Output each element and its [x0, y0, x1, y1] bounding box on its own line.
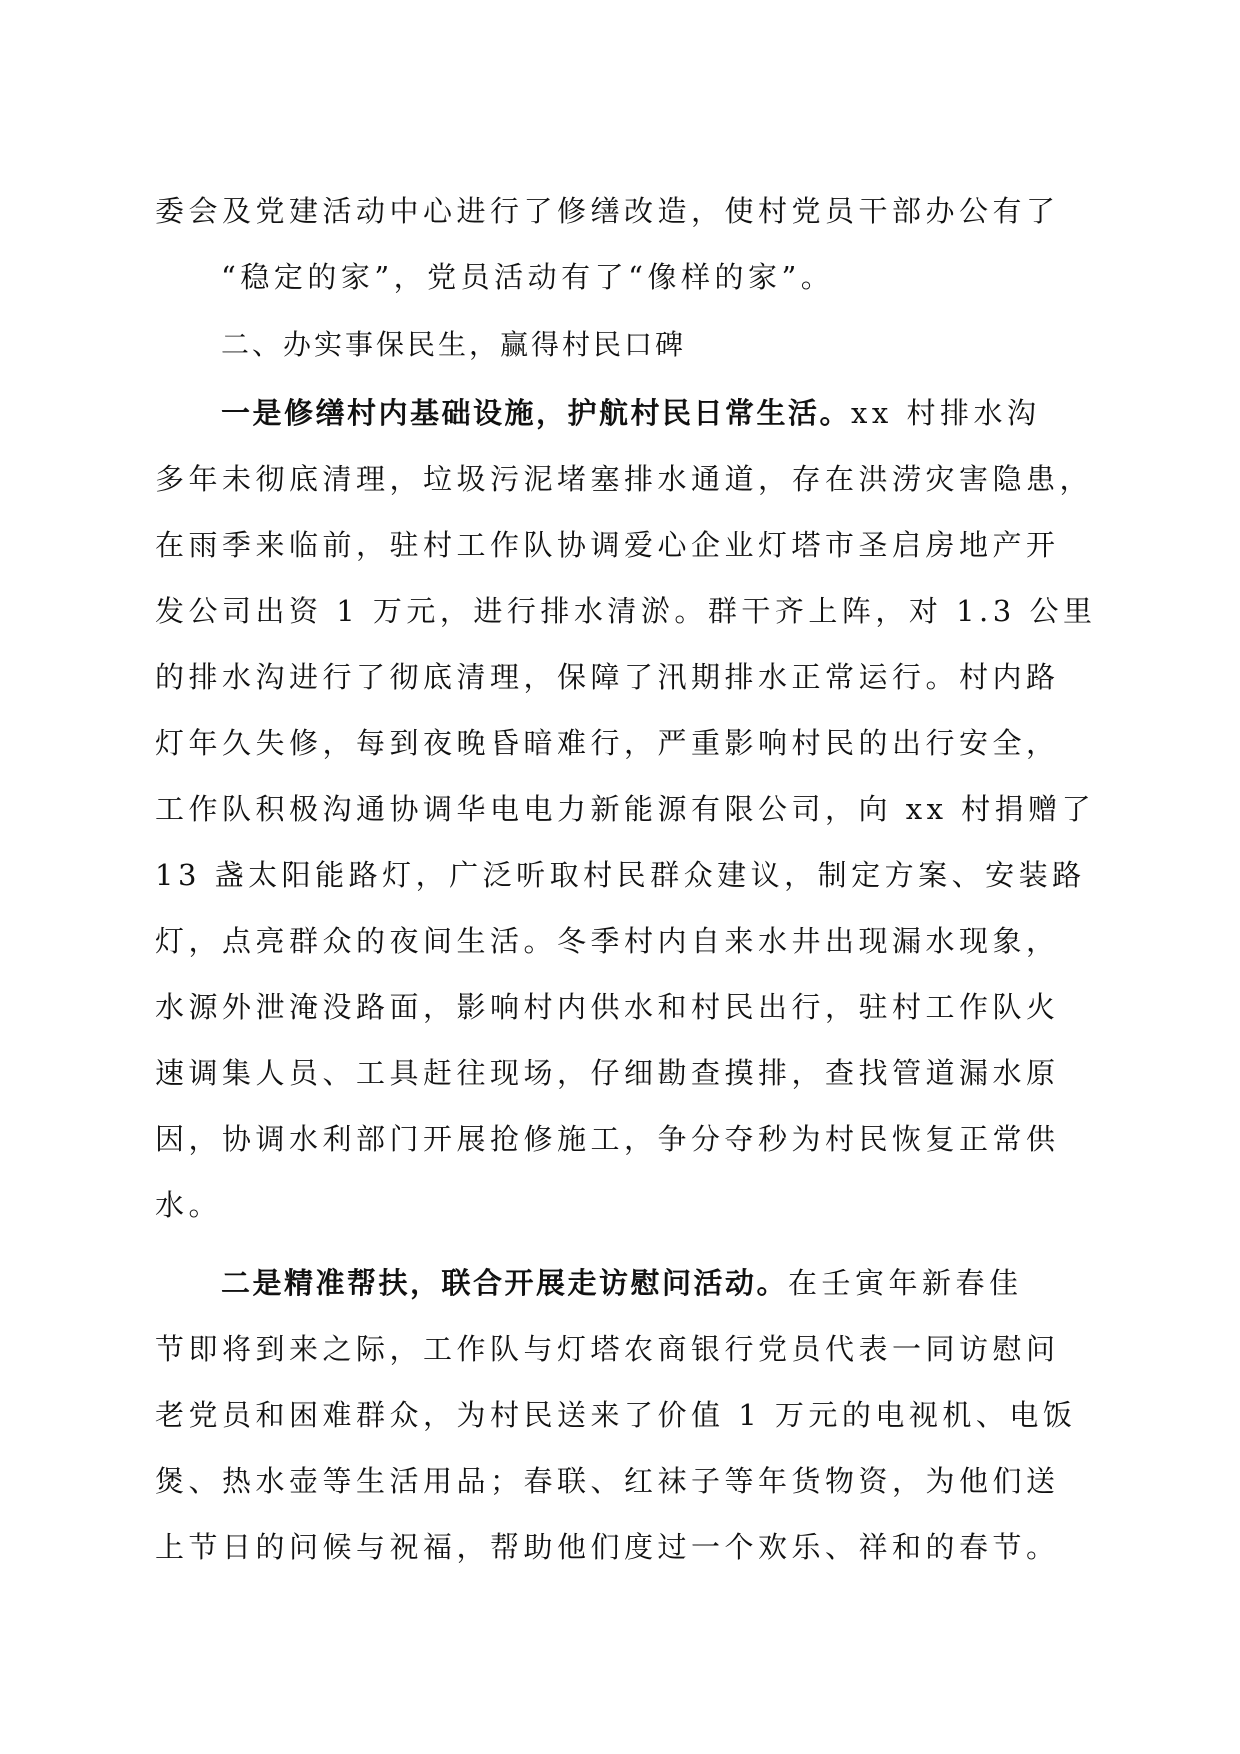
text-line: “稳定的家”，党员活动有了“像样的家”。 [221, 260, 835, 294]
paragraph-text: xx 村排水沟 [851, 396, 1041, 430]
document-body [155, 178, 1097, 1580]
text-line: 灯，点亮群众的夜间生活。冬季村内自来水井出现漏水现象， [155, 924, 1060, 958]
paragraph-gap [155, 1238, 1083, 1250]
intro-paragraph [155, 178, 1083, 310]
text-line: 工作队积极沟通协调华电电力新能源有限公司，向 xx 村捐赠了 [155, 792, 1096, 826]
text-line: 因，协调水利部门开展抢修施工，争分夺秒为村民恢复正常供 [155, 1122, 1060, 1156]
text-line: 煲、热水壶等生活用品；春联、红袜子等年货物资，为他们送 [155, 1464, 1060, 1498]
text-line [155, 380, 1083, 446]
text-line: 在雨季来临前，驻村工作队协调爱心企业灯塔市圣启房地产开 [155, 528, 1060, 562]
text-line [155, 1250, 1083, 1316]
section-heading: 二、办实事保民生，赢得村民口碑 [221, 328, 687, 361]
text-line: 老党员和困难群众，为村民送来了价值 1 万元的电视机、电饭 [155, 1398, 1077, 1432]
paragraph-text: 在壬寅年新春佳 [788, 1266, 1023, 1300]
text-line: 的排水沟进行了彻底清理，保障了汛期排水正常运行。村内路 [155, 660, 1060, 694]
paragraph-infrastructure [155, 380, 1097, 1238]
paragraph-lead: 一是修缮村内基础设施，护航村民日常生活。 [221, 396, 852, 430]
text-line: 水。 [155, 1188, 223, 1222]
text-line: 发公司出资 1 万元，进行排水清淤。群干齐上阵，对 1.3 公里 [155, 594, 1097, 628]
text-line: 13 盏太阳能路灯，广泛听取村民群众建议，制定方案、安装路 [155, 858, 1086, 892]
paragraph-visits [155, 1250, 1083, 1580]
text-line: 多年未彻底清理，垃圾污泥堵塞排水通道，存在洪涝灾害隐患， [155, 462, 1094, 496]
text-line: 灯年久失修，每到夜晚昏暗难行，严重影响村民的出行安全， [155, 726, 1060, 760]
text-line: 速调集人员、工具赶往现场，仔细勘查摸排，查找管道漏水原 [155, 1056, 1060, 1090]
text-line: 水源外泄淹没路面，影响村内供水和村民出行，驻村工作队火 [155, 990, 1060, 1024]
text-line: 上节日的问候与祝福，帮助他们度过一个欢乐、祥和的春节。 [155, 1530, 1060, 1564]
text-line: 委会及党建活动中心进行了修缮改造，使村党员干部办公有了 [155, 194, 1060, 228]
text-line: 节即将到来之际，工作队与灯塔农商银行党员代表一同访慰问 [155, 1332, 1060, 1366]
paragraph-lead: 二是精准帮扶，联合开展走访慰问活动。 [221, 1266, 789, 1300]
